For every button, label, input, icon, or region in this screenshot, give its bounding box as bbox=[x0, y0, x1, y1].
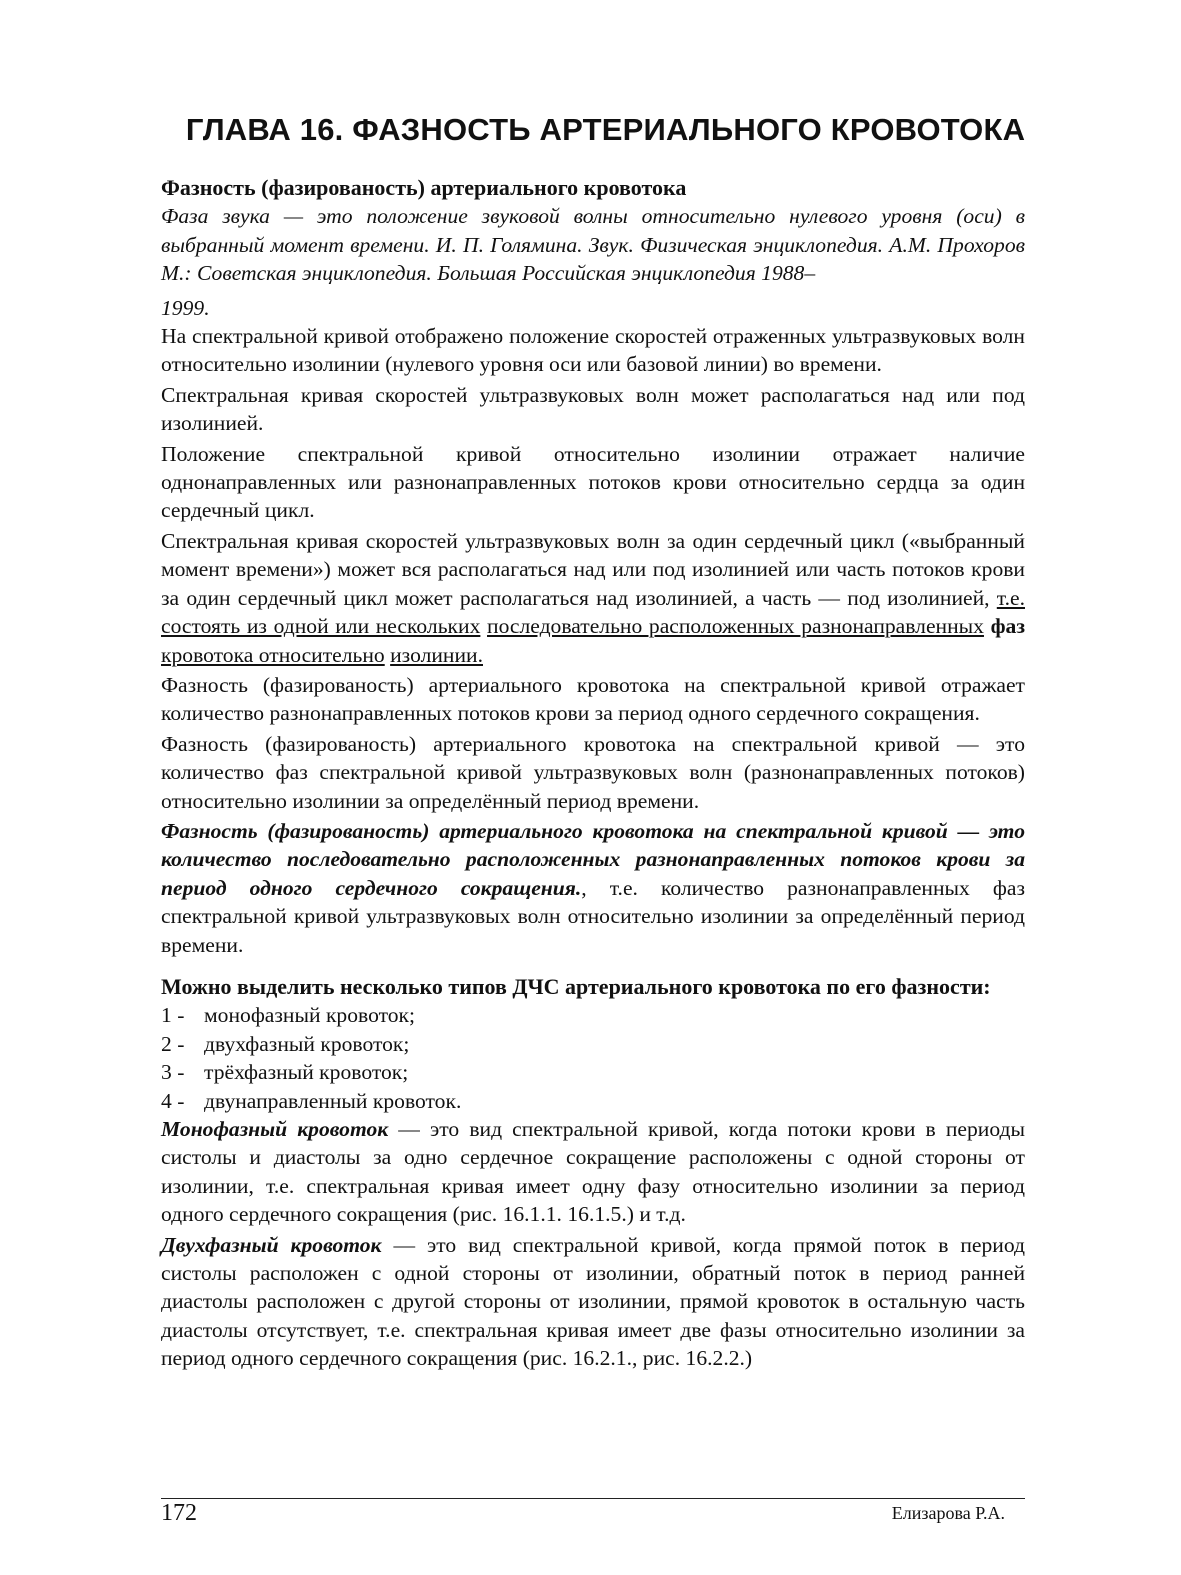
paragraph-3: Положение спектральной кривой относительно изолинии отражает наличие однонаправленных или разнонаправленных потоков крови относительно сердца за один сердечный цикл. bbox=[161, 441, 1025, 523]
list-item bbox=[161, 1058, 1025, 1086]
page-number: 172 bbox=[161, 1500, 197, 1526]
list-label: монофазный кровоток; bbox=[204, 1003, 416, 1028]
biphasic-text: — это вид спектральной кривой, когда прямой поток в период систолы расположен с одной стороны от изолинии, обратный поток в период ранней диастолы расположен с другой стороны от изолинии, прямой кровоток в остальную часть диастолы отсутствует, т.е. спектральная кривая имеет две фазы относительно изолинии за период одного сердечного сокращения (рис. 16.2.1., рис. 16.2.2.) bbox=[161, 1232, 1026, 1371]
epigraph: Фаза звука — это положение звуковой волны относительно нулевого уровня (оси) в выбранный момент времени. И. П. Голямина. Звук. Физическая энциклопедия. А.М. Прохоров М.: Советская энциклопедия. Большая Российская энциклопедия 1988– bbox=[161, 204, 1025, 286]
space bbox=[984, 614, 991, 638]
paragraph-6: Фазность (фазированость) артериального кровотока на спектральной кривой — это количество фаз спектральной кривой ультразвуковых волн (разнонаправленных потоков) относительно изолинии за определённый период времени. bbox=[161, 731, 1025, 813]
list-label: трёхфазный кровоток; bbox=[204, 1060, 409, 1085]
underlined-phrase-4: изолинии. bbox=[390, 642, 483, 667]
biphasic-definition bbox=[161, 1231, 1025, 1373]
biphasic-term: Двухфазный кровоток bbox=[161, 1232, 382, 1257]
section-heading: Фазность (фазированость) артериального кровотока bbox=[161, 175, 687, 200]
list-number: 1 - bbox=[161, 1003, 185, 1028]
list-item bbox=[161, 1030, 1025, 1058]
list-number: 2 - bbox=[161, 1031, 185, 1056]
monophasic-text: — это вид спектральной кривой, когда потоки крови в периоды систолы и диастолы за одно сердечное сокращение расположены с одной стороны от изолинии, т.е. спектральная кривая имеет одну фазу относительно изолинии за период одного сердечного сокращения (рис. 16.1.1. 16.1.5.) и т.д. bbox=[161, 1117, 1025, 1227]
types-list bbox=[161, 1001, 1025, 1115]
paragraph-7-rest: , т.е. количество разнонаправленных фаз спектральной кривой ультразвуковых волн относительно изолинии за определённый период времени. bbox=[161, 875, 1025, 957]
underlined-phrase-3: кровотока относительно bbox=[161, 642, 385, 667]
list-number: 4 - bbox=[161, 1088, 185, 1113]
underlined-phrase-2: последовательно расположенных разнонаправленных bbox=[487, 614, 984, 639]
list-label: двухфазный кровоток; bbox=[204, 1031, 410, 1056]
bold-word-phases: фаз bbox=[990, 614, 1026, 639]
chapter-title: ГЛАВА 16. ФАЗНОСТЬ АРТЕРИАЛЬНОГО КРОВОТОКА bbox=[185, 112, 1026, 147]
underlined-phrase-1: т.е. состоять из одной или нескольких bbox=[161, 585, 1025, 639]
page-content bbox=[161, 174, 1025, 1375]
monophasic-term: Монофазный кровоток bbox=[161, 1117, 389, 1141]
monophasic-definition bbox=[161, 1115, 1025, 1229]
list-item bbox=[161, 1087, 1025, 1115]
paragraph-1: На спектральной кривой отображено положение скоростей отраженных ультразвуковых волн относительно изолинии (нулевого уровня оси или базовой линии) во времени. bbox=[161, 324, 1025, 377]
paragraph-5: Фазность (фазированость) артериального кровотока на спектральной кривой отражает количество разнонаправленных потоков крови за период одного сердечного сокращения. bbox=[161, 672, 1025, 726]
footer-author: Елизарова Р.А. bbox=[891, 1503, 1005, 1523]
paragraph-4 bbox=[161, 527, 1025, 669]
epigraph-end: 1999. bbox=[161, 295, 210, 320]
types-heading: Можно выделить несколько типов ДЧС артериального кровотока по его фазности: bbox=[161, 973, 991, 999]
definition-emphasis: Фазность (фазированость) артериального кровотока на спектральной кривой — это количество последовательно расположенных разнонаправленных потоков крови за период одного сердечного сокращения. bbox=[161, 818, 1025, 900]
paragraph-7 bbox=[161, 817, 1025, 959]
footer-divider bbox=[161, 1498, 1025, 1499]
list-number: 3 - bbox=[161, 1060, 185, 1085]
list-label: двунаправленный кровоток. bbox=[204, 1088, 462, 1113]
list-item bbox=[161, 1001, 1025, 1029]
paragraph-4-text: Спектральная кривая скоростей ультразвуковых волн за один сердечный цикл («выбранный момент времени») может вся располагаться над или под изолинией или часть потоков крови за один сердечный цикл может располагаться над изолинией, а часть — под изолинией, bbox=[161, 528, 1025, 610]
paragraph-2: Спектральная кривая скоростей ультразвуковых волн может располагаться над или под изолинией. bbox=[161, 382, 1025, 436]
